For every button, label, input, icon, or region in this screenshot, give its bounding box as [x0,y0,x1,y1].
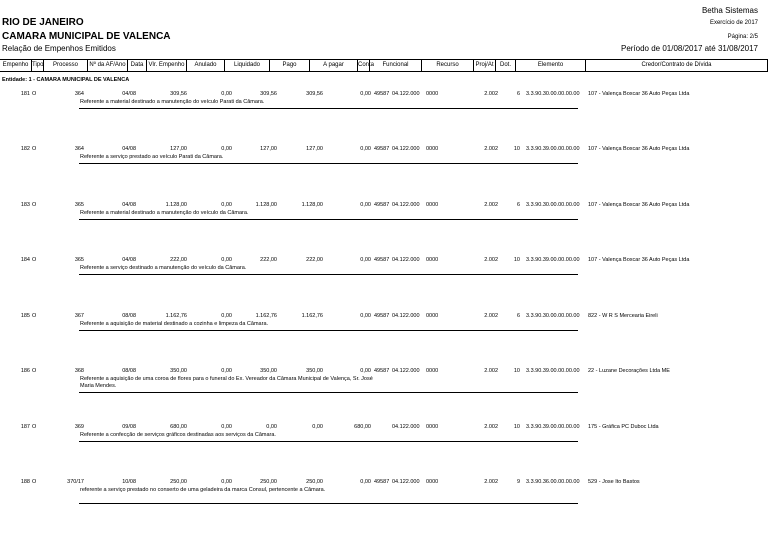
cell-vlr: 680,00 [170,424,187,430]
cell-tipo: O [32,313,37,319]
column-header: Funcional [370,60,422,71]
cell-funcional: 04.122.000 [392,91,420,97]
row-description: Referente a material destinado a manutenção do veículo Parati da Câmara. [80,99,265,105]
column-header: Data [128,60,147,71]
cell-elemento: 3.3.90.30.00.00.00.00 [526,91,580,97]
cell-elemento: 3.3.90.39.00.00.00.00 [526,146,580,152]
cell-apagar: 0,00 [360,257,371,263]
cell-liquidado: 222,00 [260,257,277,263]
cell-liquidado: 250,00 [260,479,277,485]
row-description: Referente a aquisição de material destinado a cozinha e limpeza da Câmara. [80,321,269,327]
cell-conta: 49587 [374,368,390,374]
column-header: Liquidado [225,60,270,71]
cell-funcional: 04.122.000 [392,368,420,374]
cell-funcional: 04.122.000 [392,146,420,152]
cell-pago: 0,00 [312,424,323,430]
cell-processo: 365 [74,257,84,263]
cell-empenho: 185 [20,313,30,319]
cell-liquidado: 0,00 [266,424,277,430]
cell-processo: 370/17 [67,479,84,485]
cell-recurso: 0000 [426,479,439,485]
cell-funcional: 04.122.000 [392,479,420,485]
cell-anulado: 0,00 [221,313,232,319]
cell-empenho: 184 [20,257,30,263]
cell-credor: 107 - Valença Boxcar 36 Auto Peças Ltda [588,257,690,263]
column-header: Vlr. Empenho [147,60,187,71]
cell-recurso: 0000 [426,91,439,97]
column-header: Dot. [496,60,516,71]
cell-apagar: 0,00 [360,479,371,485]
cell-projat: 2.002 [484,91,498,97]
cell-vlr: 1.162,76 [165,313,187,319]
row-separator [79,330,578,331]
org-title: CAMARA MUNICIPAL DE VALENCA [2,31,171,42]
cell-elemento: 3.3.90.36.00.00.00.00 [526,479,580,485]
report-title: Relação de Empenhos Emitidos [2,44,116,53]
cell-apagar: 0,00 [360,368,371,374]
cell-recurso: 0000 [426,257,439,263]
cell-liquidado: 1.162,76 [255,313,277,319]
column-header: Processo [44,60,88,71]
cell-elemento: 3.3.90.39.00.00.00.00 [526,257,580,263]
cell-tipo: O [32,479,37,485]
cell-liquidado: 127,00 [260,146,277,152]
state-title: RIO DE JANEIRO [2,17,84,28]
cell-funcional: 04.122.000 [392,313,420,319]
cell-anulado: 0,00 [221,368,232,374]
cell-pago: 1.162,76 [301,313,323,319]
column-header: Conta [358,60,370,71]
cell-empenho: 183 [20,202,30,208]
cell-processo: 369 [74,424,84,430]
cell-recurso: 0000 [426,368,439,374]
cell-credor: 529 - Jose Ito Bastos [588,479,640,485]
cell-apagar: 680,00 [354,424,371,430]
cell-processo: 364 [74,91,84,97]
row-separator [79,219,578,220]
column-header: Nº da AF/Ano [88,60,128,71]
cell-dot: 10 [513,257,520,263]
cell-projat: 2.002 [484,368,498,374]
cell-data: 10/08 [122,479,136,485]
cell-vlr: 309,56 [170,91,187,97]
row-separator [79,274,578,275]
cell-vlr: 350,00 [170,368,187,374]
cell-credor: 107 - Valença Boxcar 36 Auto Peças Ltda [588,202,690,208]
column-header: Empenho [0,60,32,71]
cell-elemento: 3.3.90.39.00.00.00.00 [526,368,580,374]
column-header: Tipo [32,60,44,71]
cell-empenho: 188 [20,479,30,485]
cell-liquidado: 309,56 [260,91,277,97]
column-header: A pagar [310,60,358,71]
cell-credor: 175 - Gráfica PC Duboc Ltda [588,424,659,430]
cell-pago: 350,00 [306,368,323,374]
cell-dot: 10 [513,146,520,152]
cell-data: 08/08 [122,313,136,319]
cell-empenho: 181 [20,91,30,97]
cell-funcional: 04.122.000 [392,202,420,208]
cell-funcional: 04.122.000 [392,424,420,430]
cell-processo: 364 [74,146,84,152]
cell-elemento: 3.3.90.30.00.00.00.00 [526,202,580,208]
cell-tipo: O [32,91,37,97]
cell-anulado: 0,00 [221,479,232,485]
cell-tipo: O [32,257,37,263]
cell-conta: 49587 [374,91,390,97]
cell-vlr: 222,00 [170,257,187,263]
cell-credor: 22 - Luzane Decorações Ltda ME [588,368,670,374]
cell-dot: 6 [516,313,520,319]
cell-liquidado: 350,00 [260,368,277,374]
cell-vlr: 250,00 [170,479,187,485]
cell-tipo: O [32,368,37,374]
cell-vlr: 1.128,00 [165,202,187,208]
cell-liquidado: 1.128,00 [255,202,277,208]
column-header: Proj/At [474,60,496,71]
cell-projat: 2.002 [484,257,498,263]
cell-projat: 2.002 [484,146,498,152]
cell-projat: 2.002 [484,479,498,485]
cell-dot: 10 [513,424,520,430]
cell-processo: 367 [74,313,84,319]
cell-conta: 49587 [374,313,390,319]
cell-conta: 49587 [374,146,390,152]
cell-data: 08/08 [122,368,136,374]
row-separator [79,392,578,393]
row-separator [79,503,578,504]
row-separator [79,108,578,109]
row-description: referente a serviço prestado no conserto de uma geladeira da marca Consul, pertencente a Câmara. [80,487,326,493]
cell-pago: 222,00 [306,257,323,263]
row-description: Referente a material destinado a manutenção do veículo da Câmara. [80,210,249,216]
cell-recurso: 0000 [426,146,439,152]
cell-credor: 107 - Valença Boxcar 36 Auto Peças Ltda [588,146,690,152]
column-header: Anulado [187,60,225,71]
cell-apagar: 0,00 [360,146,371,152]
column-header: Recurso [422,60,474,71]
row-description: Referente a serviço prestado ao veículo Parati da Câmara. [80,154,224,160]
cell-processo: 368 [74,368,84,374]
row-description: Referente a serviço destinado a manutenção do veículo da Câmara. [80,265,247,271]
entity-label: Entidade: 1 - CAMARA MUNICIPAL DE VALENCA [2,77,130,83]
header-bottom-line [0,71,768,72]
cell-apagar: 0,00 [360,313,371,319]
column-header: Credor/Contrato de Dívida [586,60,768,71]
cell-projat: 2.002 [484,202,498,208]
period-label: Período de 01/08/2017 até 31/08/2017 [620,44,758,53]
cell-projat: 2.002 [484,424,498,430]
cell-data: 04/08 [122,146,136,152]
cell-pago: 309,56 [306,91,323,97]
cell-empenho: 186 [20,368,30,374]
cell-data: 04/08 [122,202,136,208]
cell-dot: 10 [513,368,520,374]
row-description: Referente a confecção de serviços gráficos destinadas aos serviços da Câmara. [80,432,276,438]
cell-elemento: 3.3.90.30.00.00.00.00 [526,313,580,319]
cell-conta: 49587 [374,202,390,208]
cell-data: 04/08 [122,91,136,97]
page-number: Página: 2/5 [727,34,758,40]
exercise-label: Exercício de 2017 [709,20,758,26]
cell-pago: 127,00 [306,146,323,152]
column-header: Pago [270,60,310,71]
cell-data: 04/08 [122,257,136,263]
system-name: Betha Sistemas [701,6,758,15]
cell-apagar: 0,00 [360,91,371,97]
cell-credor: 107 - Valença Boxcar 36 Auto Peças Ltda [588,91,690,97]
cell-tipo: O [32,202,37,208]
cell-conta: 49587 [374,257,390,263]
cell-recurso: 0000 [426,424,439,430]
row-separator [79,441,578,442]
cell-anulado: 0,00 [221,202,232,208]
cell-pago: 1.128,00 [301,202,323,208]
cell-data: 09/08 [122,424,136,430]
cell-empenho: 182 [20,146,30,152]
cell-tipo: O [32,146,37,152]
cell-credor: 822 - W R S Mercearia Eireli [588,313,658,319]
cell-apagar: 0,00 [360,202,371,208]
cell-anulado: 0,00 [221,257,232,263]
cell-dot: 6 [516,91,520,97]
cell-recurso: 0000 [426,202,439,208]
cell-projat: 2.002 [484,313,498,319]
cell-anulado: 0,00 [221,424,232,430]
cell-processo: 365 [74,202,84,208]
cell-vlr: 127,00 [170,146,187,152]
cell-tipo: O [32,424,37,430]
cell-dot: 6 [516,202,520,208]
cell-pago: 250,00 [306,479,323,485]
cell-conta: 49587 [374,479,390,485]
row-separator [79,163,578,164]
cell-empenho: 187 [20,424,30,430]
row-description: Referente a aquisição de uma coroa de flores para o funeral do Ex. Vereador da Câmara Municipal de Valença, Sr. José Maria Mendes. [80,376,373,389]
cell-recurso: 0000 [426,313,439,319]
column-header: Elemento [516,60,586,71]
cell-anulado: 0,00 [221,91,232,97]
cell-elemento: 3.3.90.39.00.00.00.00 [526,424,580,430]
cell-dot: 9 [516,479,520,485]
cell-funcional: 04.122.000 [392,257,420,263]
cell-anulado: 0,00 [221,146,232,152]
